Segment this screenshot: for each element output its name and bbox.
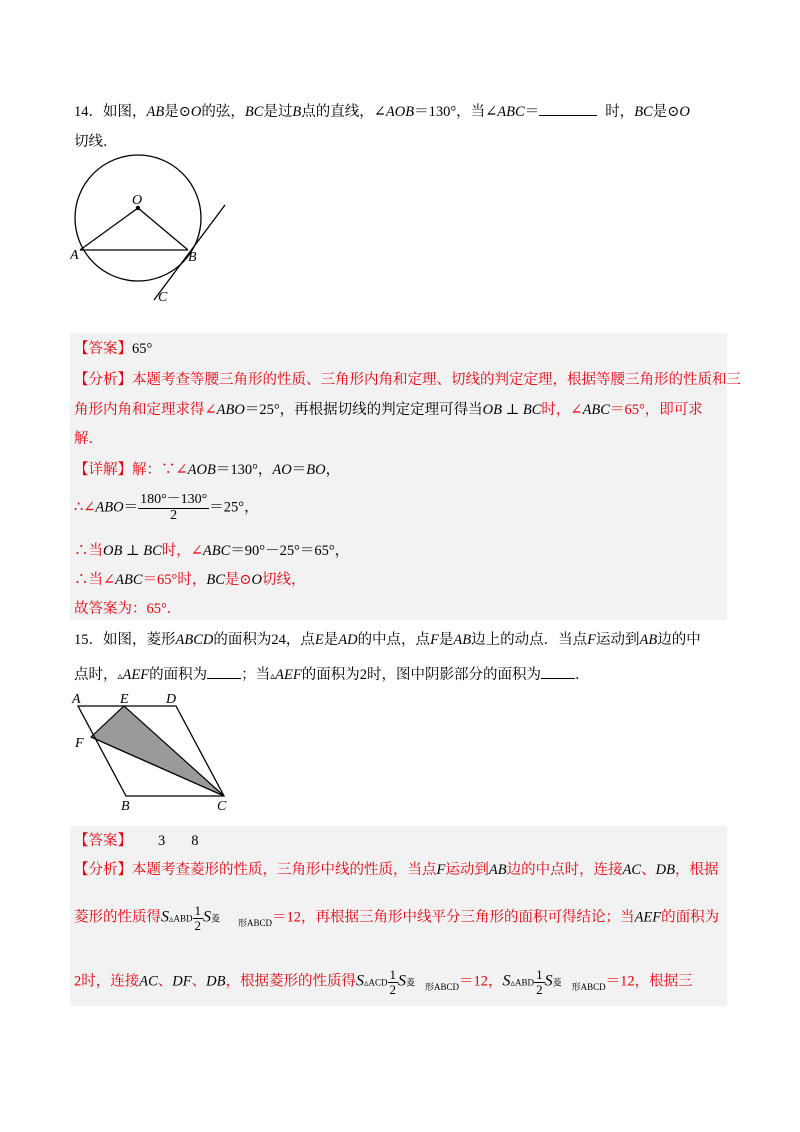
q14-var: BC bbox=[143, 543, 162, 559]
q14-analysis-text: ＝65°，即可求 bbox=[609, 402, 703, 418]
q14-var: AOB bbox=[385, 104, 415, 120]
half-fraction bbox=[193, 904, 204, 932]
q15-text: ；当 bbox=[241, 667, 271, 683]
answer-tag: 【答案】 bbox=[74, 341, 132, 357]
q15-var: AEF bbox=[122, 667, 150, 683]
q15-analysis-text: 的面积为 bbox=[661, 909, 720, 926]
q14-var: OB bbox=[103, 543, 123, 559]
q14-answer-blank bbox=[539, 101, 597, 116]
area-symbol: S bbox=[203, 908, 212, 926]
q15-text: 的面积为2时，图中阴影部分的面积为 bbox=[301, 667, 541, 683]
q14-analysis-text: 时，∠ bbox=[541, 402, 583, 418]
q15-var: F bbox=[436, 862, 446, 878]
q15-analysis-text: 运动到 bbox=[445, 862, 489, 878]
q14-detail-line1 bbox=[74, 462, 340, 479]
q14-detail-text: ＝ bbox=[123, 499, 139, 516]
q14-var: BC bbox=[522, 402, 542, 418]
q15-text: 如图，菱形 bbox=[103, 632, 176, 648]
q14-text: ＝ bbox=[524, 104, 540, 120]
q15-analysis-text: 、 bbox=[157, 973, 173, 990]
subscript-rhombus: 形ABCD bbox=[571, 982, 606, 993]
q15-text: 的面积为 bbox=[149, 667, 208, 683]
q14-analysis-text: ＝25°，再根据切线的判定定理可得当 bbox=[244, 402, 483, 418]
radius-ob bbox=[138, 208, 188, 250]
q14-detail-line3 bbox=[74, 543, 349, 560]
fraction-denominator: 2 bbox=[389, 981, 396, 997]
q15-stem-line2 bbox=[74, 664, 589, 684]
shaded-triangle bbox=[91, 706, 224, 796]
q14-detail-text: ＝90°－25°＝65°， bbox=[230, 543, 350, 559]
q14-answer-line bbox=[74, 341, 152, 358]
q14-var: O bbox=[190, 104, 202, 120]
q15-var: AC bbox=[622, 862, 642, 878]
label-b: B bbox=[188, 250, 197, 265]
q15-analysis-line3 bbox=[74, 968, 693, 996]
q14-text: 是⊙ bbox=[652, 104, 680, 120]
q15-text: 的中点，点 bbox=[357, 632, 431, 648]
label-d: D bbox=[166, 692, 177, 707]
q15-var: F bbox=[430, 632, 439, 648]
q15-var: E bbox=[314, 632, 324, 648]
q14-detail-line2 bbox=[74, 493, 259, 523]
label-a: A bbox=[72, 692, 81, 707]
label-o: O bbox=[132, 193, 143, 208]
q15-analysis-text: ＝12，再根据三角形中线平分三角形的面积可得结论；当 bbox=[272, 909, 635, 926]
analysis-tag: 【分析】 bbox=[74, 372, 132, 388]
q15-analysis-text: 2时，连接 bbox=[74, 973, 140, 990]
q15-analysis-text: 菱形的性质得 bbox=[74, 909, 161, 926]
label-b: B bbox=[121, 799, 130, 814]
q14-analysis-line1 bbox=[74, 372, 741, 389]
q14-stem-line1 bbox=[74, 101, 690, 121]
triangle-symbol: ▵ bbox=[117, 671, 123, 682]
q14-analysis-text: 角形内角和定理求得∠ bbox=[74, 402, 217, 418]
q14-answer: 65° bbox=[132, 341, 153, 357]
q15-var: AEF bbox=[634, 909, 662, 926]
label-e: E bbox=[120, 692, 129, 707]
q15-analysis-line1 bbox=[74, 862, 718, 879]
q15-answer-1: 3 bbox=[158, 833, 166, 849]
q15-number: 15． bbox=[74, 632, 103, 648]
q15-text: 边的中 bbox=[657, 632, 701, 648]
q14-var: AO bbox=[272, 462, 292, 478]
q14-circle-symbol: ⊙ bbox=[178, 104, 191, 120]
q14-detail-text: ∴∠ bbox=[74, 499, 96, 516]
q15-stem-line1 bbox=[74, 632, 701, 649]
q14-analysis-text: ⊥ bbox=[502, 402, 523, 418]
q14-var: ABC bbox=[202, 543, 231, 559]
q14-var: B bbox=[292, 104, 302, 120]
label-c: C bbox=[217, 799, 227, 814]
q15-text: 点时， bbox=[74, 667, 118, 683]
q15-text: 运动到 bbox=[596, 632, 640, 648]
q15-var: DB bbox=[206, 973, 226, 990]
q14-detail-text: ⊥ bbox=[122, 543, 144, 559]
q15-analysis-text: ＝12， bbox=[459, 973, 503, 990]
subscript: 菱 bbox=[406, 977, 416, 988]
fraction-numerator: 1 bbox=[536, 967, 543, 982]
q14-stem-line2: 切线． bbox=[74, 134, 118, 150]
q15-rhombus-figure bbox=[66, 690, 246, 815]
half-fraction bbox=[388, 968, 399, 996]
q15-var: AB bbox=[488, 862, 507, 878]
area-symbol: S bbox=[544, 972, 553, 990]
q15-var: DF bbox=[172, 973, 192, 990]
q14-text: 的弦， bbox=[201, 104, 245, 120]
q14-detail-text: ＝65°时， bbox=[142, 572, 207, 588]
detail-tag: 【详解】 bbox=[74, 462, 132, 478]
q14-detail-text: ＝130°， bbox=[215, 462, 273, 478]
q14-var: AB bbox=[146, 104, 165, 120]
q14-var: ABC bbox=[115, 572, 143, 588]
q15-analysis-text: 、 bbox=[641, 862, 656, 878]
area-symbol: S bbox=[161, 908, 169, 926]
q14-detail-text: ∴当 bbox=[74, 543, 103, 559]
subscript: ▵ABD bbox=[169, 913, 193, 924]
area-symbol: S bbox=[502, 972, 511, 990]
fraction-numerator: 1 bbox=[194, 903, 202, 918]
q14-fraction bbox=[138, 493, 209, 523]
q14-var: AOB bbox=[187, 462, 216, 478]
q15-analysis-text: 边的中点时，连接 bbox=[506, 862, 623, 878]
q14-text: 是过 bbox=[263, 104, 293, 120]
q14-detail-text: 切线， bbox=[262, 572, 306, 588]
fraction-denominator: 2 bbox=[536, 981, 543, 997]
label-f: F bbox=[75, 736, 84, 751]
q14-var: BO bbox=[306, 462, 326, 478]
q14-var: ABC bbox=[582, 402, 610, 418]
q14-detail-line5: 故答案为：65°． bbox=[74, 601, 182, 617]
label-c: C bbox=[158, 290, 168, 305]
q15-answer-blank-1 bbox=[207, 664, 241, 679]
q15-answer-2: 8 bbox=[191, 833, 199, 849]
q15-text: 的面积为24，点 bbox=[213, 632, 315, 648]
analysis-tag: 【分析】 bbox=[74, 862, 132, 878]
q15-analysis-text: 本题考查菱形的性质，三角形中线的性质，当点 bbox=[132, 862, 437, 878]
q15-text: 是 bbox=[438, 632, 454, 648]
q14-var: ABO bbox=[216, 402, 245, 418]
triangle-symbol: ▵ bbox=[270, 671, 276, 682]
answer-tag: 【答案】 bbox=[74, 833, 132, 849]
q14-text: 是 bbox=[164, 104, 179, 120]
q14-text: 点的直线，∠ bbox=[301, 104, 386, 120]
subscript-rhombus: 形ABCD bbox=[238, 918, 273, 929]
q14-detail-text: 解：∵∠ bbox=[132, 462, 188, 478]
q14-analysis-line3: 解． bbox=[74, 431, 103, 447]
q15-analysis-line2 bbox=[74, 904, 719, 932]
q14-detail-text: 是⊙ bbox=[224, 572, 252, 588]
q15-text: 边上的动点．当点 bbox=[471, 632, 588, 648]
q15-var: AB bbox=[453, 632, 472, 648]
area-symbol: S bbox=[355, 972, 364, 990]
radius-oa bbox=[80, 208, 138, 250]
fraction-denominator: 2 bbox=[194, 917, 202, 933]
q15-var: AB bbox=[639, 632, 658, 648]
q15-analysis-text: 、 bbox=[191, 973, 207, 990]
q14-number: 14． bbox=[74, 104, 103, 120]
q14-analysis-line2 bbox=[74, 402, 703, 419]
q14-var: O bbox=[679, 104, 690, 120]
fraction-numerator: 180°－130° bbox=[140, 492, 208, 507]
q14-text: ＝130°，当∠ bbox=[414, 104, 498, 120]
q14-detail-text: ∴当∠ bbox=[74, 572, 116, 588]
fraction-numerator: 1 bbox=[389, 967, 396, 982]
q14-var: BC bbox=[206, 572, 225, 588]
q14-detail-text: ＝ bbox=[291, 462, 307, 478]
q15-var: AEF bbox=[275, 667, 302, 683]
q15-text: 是 bbox=[323, 632, 339, 648]
q14-var: BC bbox=[244, 104, 264, 120]
q15-var: F bbox=[587, 632, 596, 648]
q14-analysis-text: 本题考查等腰三角形的性质、三角形内角和定理、切线的判定定理，根据等腰三角形的性质和三 bbox=[132, 372, 741, 388]
q14-detail-text: ＝25°， bbox=[209, 499, 259, 516]
q14-circle-figure bbox=[70, 150, 240, 310]
q15-text: ． bbox=[574, 667, 590, 683]
subscript: ▵ACD bbox=[363, 977, 388, 988]
q14-text: 时， bbox=[605, 104, 635, 120]
subscript: 菱 bbox=[211, 913, 221, 924]
q15-analysis-text: ＝12，根据三 bbox=[605, 973, 693, 990]
q14-var: ABO bbox=[95, 499, 124, 516]
q15-var: ABCD bbox=[175, 632, 214, 648]
subscript: ▵ABD bbox=[510, 977, 535, 988]
q14-detail-text: 时，∠ bbox=[161, 543, 203, 559]
q14-var: BC bbox=[634, 104, 653, 120]
subscript-rhombus: 形ABCD bbox=[425, 982, 460, 993]
q14-var: ABC bbox=[497, 104, 525, 120]
q15-answer-line bbox=[74, 833, 199, 850]
q14-var: OB bbox=[482, 402, 502, 418]
fraction-denominator: 2 bbox=[170, 507, 178, 523]
area-symbol: S bbox=[398, 972, 406, 990]
q15-var: AD bbox=[338, 632, 358, 648]
q14-var: O bbox=[251, 572, 263, 588]
q15-answer-blank-2 bbox=[541, 664, 575, 679]
label-a: A bbox=[70, 248, 79, 263]
q15-analysis-text: ，根据菱形的性质得 bbox=[225, 973, 356, 990]
q14-detail-line4 bbox=[74, 572, 306, 589]
q15-analysis-text: ，根据 bbox=[674, 862, 719, 878]
half-fraction bbox=[534, 968, 545, 996]
q15-var: DB bbox=[655, 862, 675, 878]
subscript: 菱 bbox=[552, 977, 562, 988]
q15-var: AC bbox=[139, 973, 158, 990]
q14-detail-text: ， bbox=[325, 462, 341, 478]
q14-text: 如图， bbox=[103, 104, 147, 120]
